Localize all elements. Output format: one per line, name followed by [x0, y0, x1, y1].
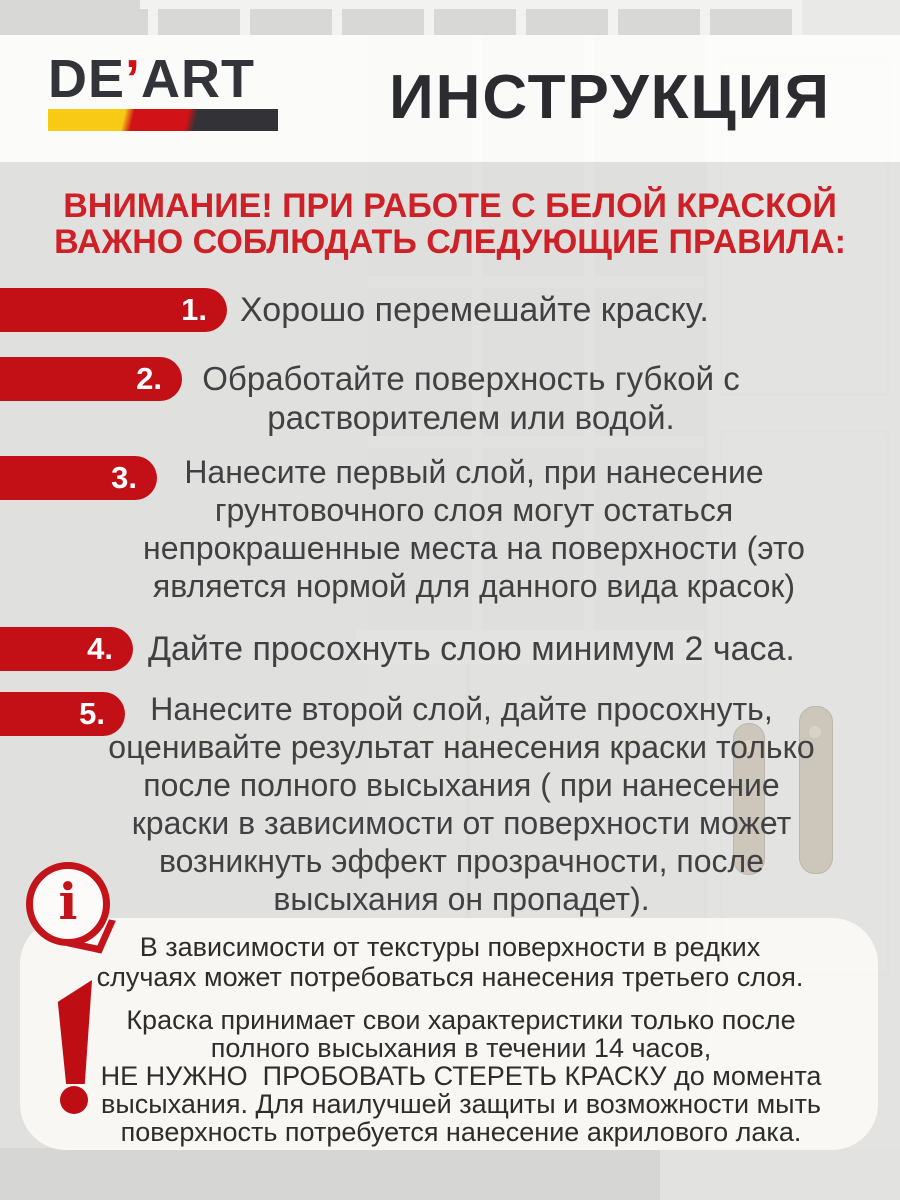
step-text: Хорошо перемешайте краску. — [240, 290, 709, 329]
transom-mullion — [608, 0, 618, 35]
logo-apostrophe: ’ — [125, 49, 142, 109]
transom-mullion — [792, 0, 802, 35]
transom-mullion — [148, 0, 158, 35]
transom-mullion — [240, 0, 250, 35]
brand-logo — [48, 49, 288, 131]
info-icon — [26, 862, 110, 946]
transom-mullion — [332, 0, 342, 35]
step-number-ribbon — [0, 627, 133, 671]
brand-logo-text — [48, 49, 288, 109]
transom-right — [802, 0, 900, 35]
step-text: Нанесите второй слой, дайте просохнуть, оценивайте результат нанесения краски только после полного высыхания ( при нанесение краски в зависимости от поверхности может возникнуть эффект прозрачности, после высыхания он пропадет). — [108, 691, 815, 917]
step-number-ribbon — [0, 288, 227, 332]
step-text: Дайте просохнуть слою минимум 2 часа. — [148, 629, 795, 668]
step-text: Обработайте поверхность губкой с растворителем или водой. — [202, 360, 740, 436]
transom-mullion — [424, 0, 434, 35]
transom-mullion — [516, 0, 526, 35]
warning-heading: ВНИМАНИЕ! ПРИ РАБОТЕ С БЕЛОЙ КРАСКОЙ ВАЖНО СОБЛЮДАТЬ СЛЕДУЮЩИЕ ПРАВИЛА: — [54, 187, 846, 261]
page-title: ИНСТРУКЦИЯ — [389, 63, 831, 132]
step-number: 2. — [136, 361, 162, 396]
note-third-layer: В зависимости от текстуры поверхности в редких случаях может потребоваться нанесения третьего слоя. — [96, 932, 804, 992]
logo-color-bar-icon — [48, 109, 278, 131]
step-number: 5. — [79, 696, 105, 731]
info-glyph: i — [58, 872, 78, 931]
step-number: 3. — [111, 460, 137, 495]
step-number: 4. — [87, 631, 113, 666]
transom-mullion — [700, 0, 710, 35]
step-text: Нанесите первый слой, при нанесение грунтовочного слоя могут остаться непрокрашенные места на поверхности (это является нормой для данного вида красок) — [143, 454, 805, 604]
step-number: 1. — [181, 292, 207, 327]
logo-part-de: DE — [48, 49, 126, 109]
logo-part-art: ART — [141, 49, 256, 109]
exclamation-dot-icon — [60, 1086, 88, 1114]
note-drying-time: Краска принимает свои характеристики только после полного высыхания в течении 14 часов, НЕ НУЖНО ПРОБОВАТЬ СТЕРЕТЬ КРАСКУ до момента высыхания. Для наилучшей защиты и возможности мыть поверхность потребуется нанесение акрилового лака. — [100, 1005, 822, 1147]
